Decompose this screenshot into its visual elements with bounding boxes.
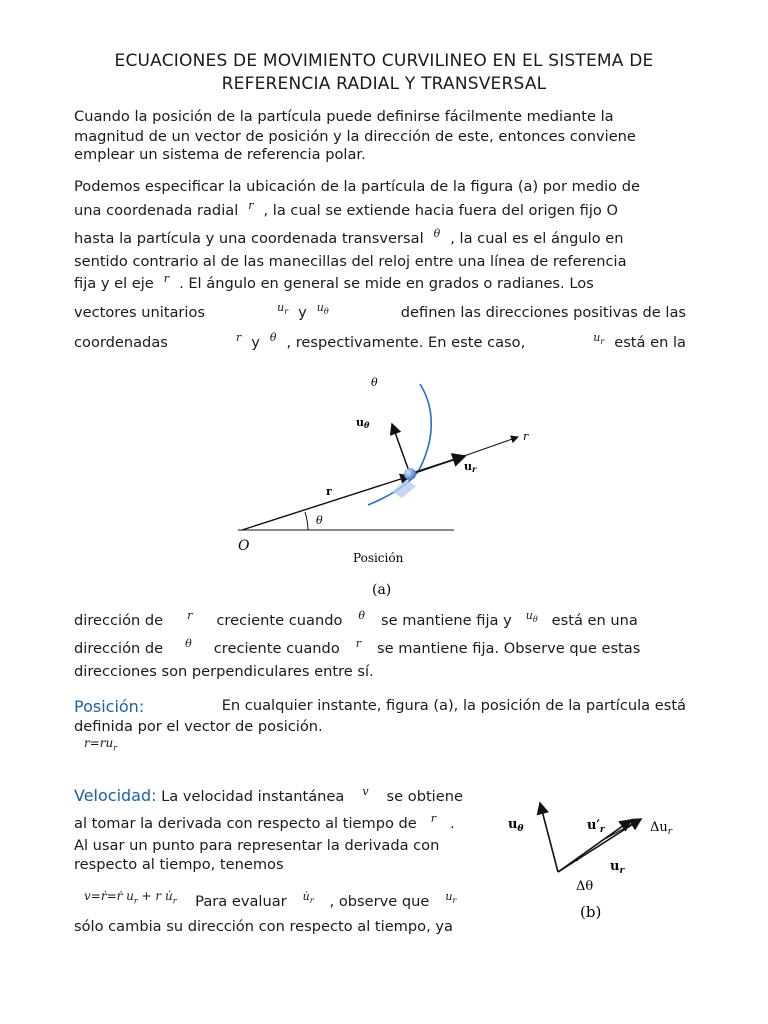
math-u-r: $u_r$ (445, 890, 457, 906)
label-r-axis: r (523, 430, 529, 443)
delta-u-r-vector (601, 819, 641, 841)
angle-arc (305, 512, 308, 530)
para2-line-1: Podemos especificar la ubicación de la partícula de la figura (a) por medio de (74, 178, 640, 195)
para3-line-2: dirección de θ creciente cuando r se mantiene fija. Observe que estas (74, 637, 641, 657)
label-u-r-prime: $u'_r$ (587, 818, 605, 835)
u-theta-vector (392, 424, 410, 474)
figure-a-caption: Posición (353, 551, 404, 565)
math-u-theta: $u_\theta$ (525, 609, 538, 625)
para3-line-3: direcciones son perpendiculares entre sí. (74, 663, 374, 680)
velocidad-equation: v=ṙ=ṙ ur + r u̇r (84, 889, 177, 906)
label-angle: θ (316, 514, 323, 527)
title-line-1: ECUACIONES DE MOVIMIENTO CURVILINEO EN EL SISTEMA DE (114, 51, 654, 71)
para2-line-2: una coordenada radial r , la cual se extiende hacia fuera del origen fijo O (74, 199, 618, 219)
figure-b-tag: (b) (580, 903, 602, 921)
figure-a (230, 368, 540, 600)
posicion-equation: $r=ru_r$ (84, 736, 118, 753)
label-delta-u-r: $\Delta u_r$ (650, 820, 673, 837)
para2-line-7: coordenadas r y θ , respectivamente. En este caso, $u_r$ está en la (74, 331, 686, 351)
figure-b (503, 795, 693, 925)
posicion-heading: Posición: (74, 697, 145, 716)
label-u-theta: uθ (356, 416, 370, 430)
u-r-vector (410, 456, 465, 474)
math-u-r: $u_r$ (277, 301, 289, 317)
math-u-theta: $u_\theta$ (316, 301, 329, 317)
velocidad-line-6: sólo cambia su dirección con respecto al tiempo, ya (74, 918, 453, 935)
para2-line-4: sentido contrario al de las manecillas del reloj entre una línea de referencia (74, 253, 627, 270)
u-theta-vector (540, 803, 558, 872)
para2-line-5: fija y el eje r . El ángulo en general se mide en grados o radianes. Los (74, 272, 594, 292)
label-delta-theta: Δθ (576, 879, 594, 894)
posicion-line-2: definida por el vector de posición. (74, 718, 323, 735)
para1-line-2: magnitud de un vector de posición y la dirección de este, entonces conviene (74, 128, 636, 145)
label-r-vector: r (326, 485, 332, 498)
label-u-theta: $u_\theta$ (508, 817, 524, 834)
velocidad-line-4: respecto al tiempo, tenemos (74, 856, 284, 873)
label-u-r: $u_r$ (610, 859, 625, 876)
title-line-2: REFERENCIA RADIAL Y TRANSVERSAL (221, 74, 547, 94)
velocidad-line-5: $^{v=ṙ=ṙ u_r + r u̇_r}$ Para evaluar $u̇_r$ , observe que $u_r$ (74, 893, 492, 911)
velocidad-heading: Velocidad: (74, 786, 157, 805)
math-r: r (163, 272, 170, 285)
math-u-r: $u_r$ (593, 331, 605, 347)
math-r: r (248, 199, 254, 212)
para1-line-1: Cuando la posición de la partícula puede definirse fácilmente mediante la (74, 108, 614, 125)
label-theta: θ (371, 376, 378, 389)
label-origin: O (238, 538, 250, 554)
velocidad-line-1: Velocidad: La velocidad instantánea v se obtiene (74, 785, 463, 805)
para1-line-3: emplear un sistema de referencia polar. (74, 146, 366, 163)
math-u-r-dot: $u̇_r$ (302, 890, 314, 906)
page-title (60, 50, 708, 96)
math-theta: θ (433, 227, 441, 240)
posicion-line-1: Posición: En cualquier instante, figura (a), la posición de la partícula está (74, 697, 686, 716)
figure-a-tag: (a) (372, 582, 392, 598)
label-u-r: ur (464, 460, 477, 474)
velocidad-line-2: al tomar la derivada con respecto al tiempo de r . (74, 812, 455, 832)
velocidad-line-3: Al usar un punto para representar la derivada con (74, 837, 440, 854)
para2-line-3: hasta la partícula y una coordenada transversal θ , la cual es el ángulo en (74, 227, 624, 247)
para3-line-1: dirección de r creciente cuando θ se mantiene fija y $u_\theta$ está en una (74, 609, 638, 629)
particle (404, 468, 416, 480)
para2-line-6: vectores unitarios $u_r$ y $u_\theta$ definen las direcciones positivas de las (74, 301, 686, 321)
